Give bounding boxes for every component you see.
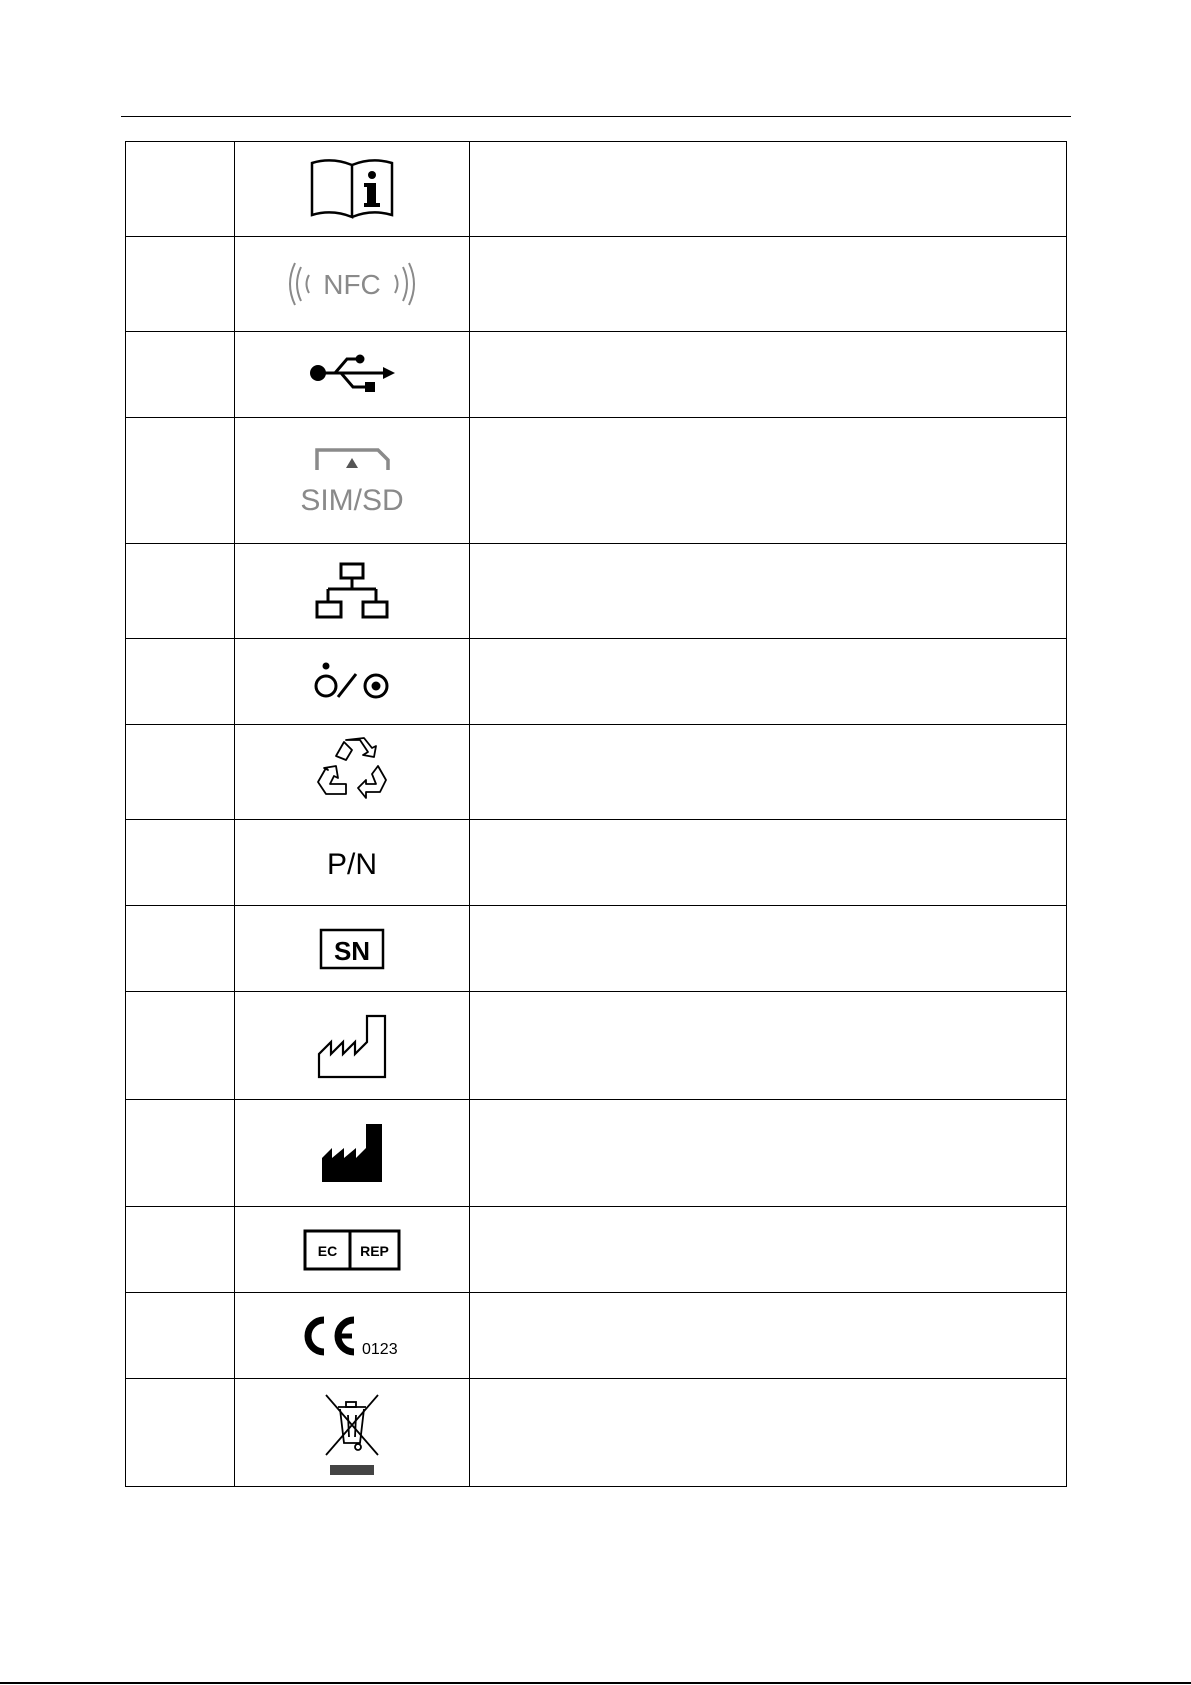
- symbol-number: [126, 237, 235, 332]
- symbol-number: [126, 1379, 235, 1487]
- weee-disposal-icon: [322, 1391, 382, 1475]
- symbol-description: [470, 332, 1067, 418]
- network-icon: [315, 562, 389, 620]
- symbol-description: [470, 639, 1067, 725]
- symbol-number: [126, 639, 235, 725]
- symbol-number: [126, 906, 235, 992]
- ce-mark-icon: [302, 1312, 402, 1360]
- symbol-description: [470, 820, 1067, 906]
- usb-icon: [309, 353, 395, 397]
- rep-label: REP: [360, 1242, 389, 1259]
- part-number-label: P/N: [326, 847, 378, 881]
- symbol-description: [470, 237, 1067, 332]
- table-row: [126, 1100, 1067, 1207]
- nfc-label: NFC: [323, 269, 381, 300]
- symbol-number: [126, 544, 235, 639]
- manufacturer-icon: [320, 1122, 384, 1184]
- symbol-number: [126, 992, 235, 1100]
- symbol-description: [470, 418, 1067, 544]
- symbol-description: [470, 142, 1067, 237]
- serial-number-label: SN: [333, 935, 371, 966]
- recycle-icon: [316, 738, 388, 806]
- sim-sd-card-slot-icon: [290, 446, 414, 516]
- table-row: [126, 544, 1067, 639]
- table-row: [126, 1207, 1067, 1293]
- table-row: [126, 332, 1067, 418]
- sim-sd-label: SIM/SD: [300, 483, 404, 517]
- symbol-number: [126, 1293, 235, 1379]
- symbol-description: [470, 1207, 1067, 1293]
- table-row: [126, 142, 1067, 237]
- symbol-description: [470, 992, 1067, 1100]
- table-row: [126, 1293, 1067, 1379]
- symbol-description: [470, 544, 1067, 639]
- symbol-number: [126, 142, 235, 237]
- bottom-rule: [0, 1682, 1191, 1684]
- date-of-manufacture-icon: [316, 1012, 388, 1080]
- table-row: [126, 418, 1067, 544]
- symbol-description: [470, 725, 1067, 820]
- symbol-number: [126, 418, 235, 544]
- symbol-number: [126, 1100, 235, 1207]
- table-row: [126, 725, 1067, 820]
- symbol-description: [470, 1293, 1067, 1379]
- symbol-number: [126, 820, 235, 906]
- table-row: [126, 639, 1067, 725]
- power-on-off-icon: [314, 662, 390, 702]
- serial-number-icon: [319, 928, 385, 970]
- symbol-description: [470, 1100, 1067, 1207]
- symbol-number: [126, 1207, 235, 1293]
- symbol-number: [126, 332, 235, 418]
- header-rule: [121, 116, 1071, 117]
- table-row: [126, 820, 1067, 906]
- ce-notified-body-number: 0123: [362, 1340, 398, 1358]
- symbol-description: [470, 1379, 1067, 1487]
- part-number-icon: [317, 843, 387, 883]
- table-row: [126, 992, 1067, 1100]
- ec-label: EC: [317, 1242, 338, 1259]
- consult-instructions-icon: [310, 159, 394, 219]
- ec-rep-icon: [303, 1229, 401, 1271]
- symbol-description: [470, 906, 1067, 992]
- nfc-icon: [287, 259, 417, 309]
- table-row: [126, 1379, 1067, 1487]
- table-row: [126, 906, 1067, 992]
- symbol-number: [126, 725, 235, 820]
- symbols-table: [125, 141, 1067, 1487]
- table-row: [126, 237, 1067, 332]
